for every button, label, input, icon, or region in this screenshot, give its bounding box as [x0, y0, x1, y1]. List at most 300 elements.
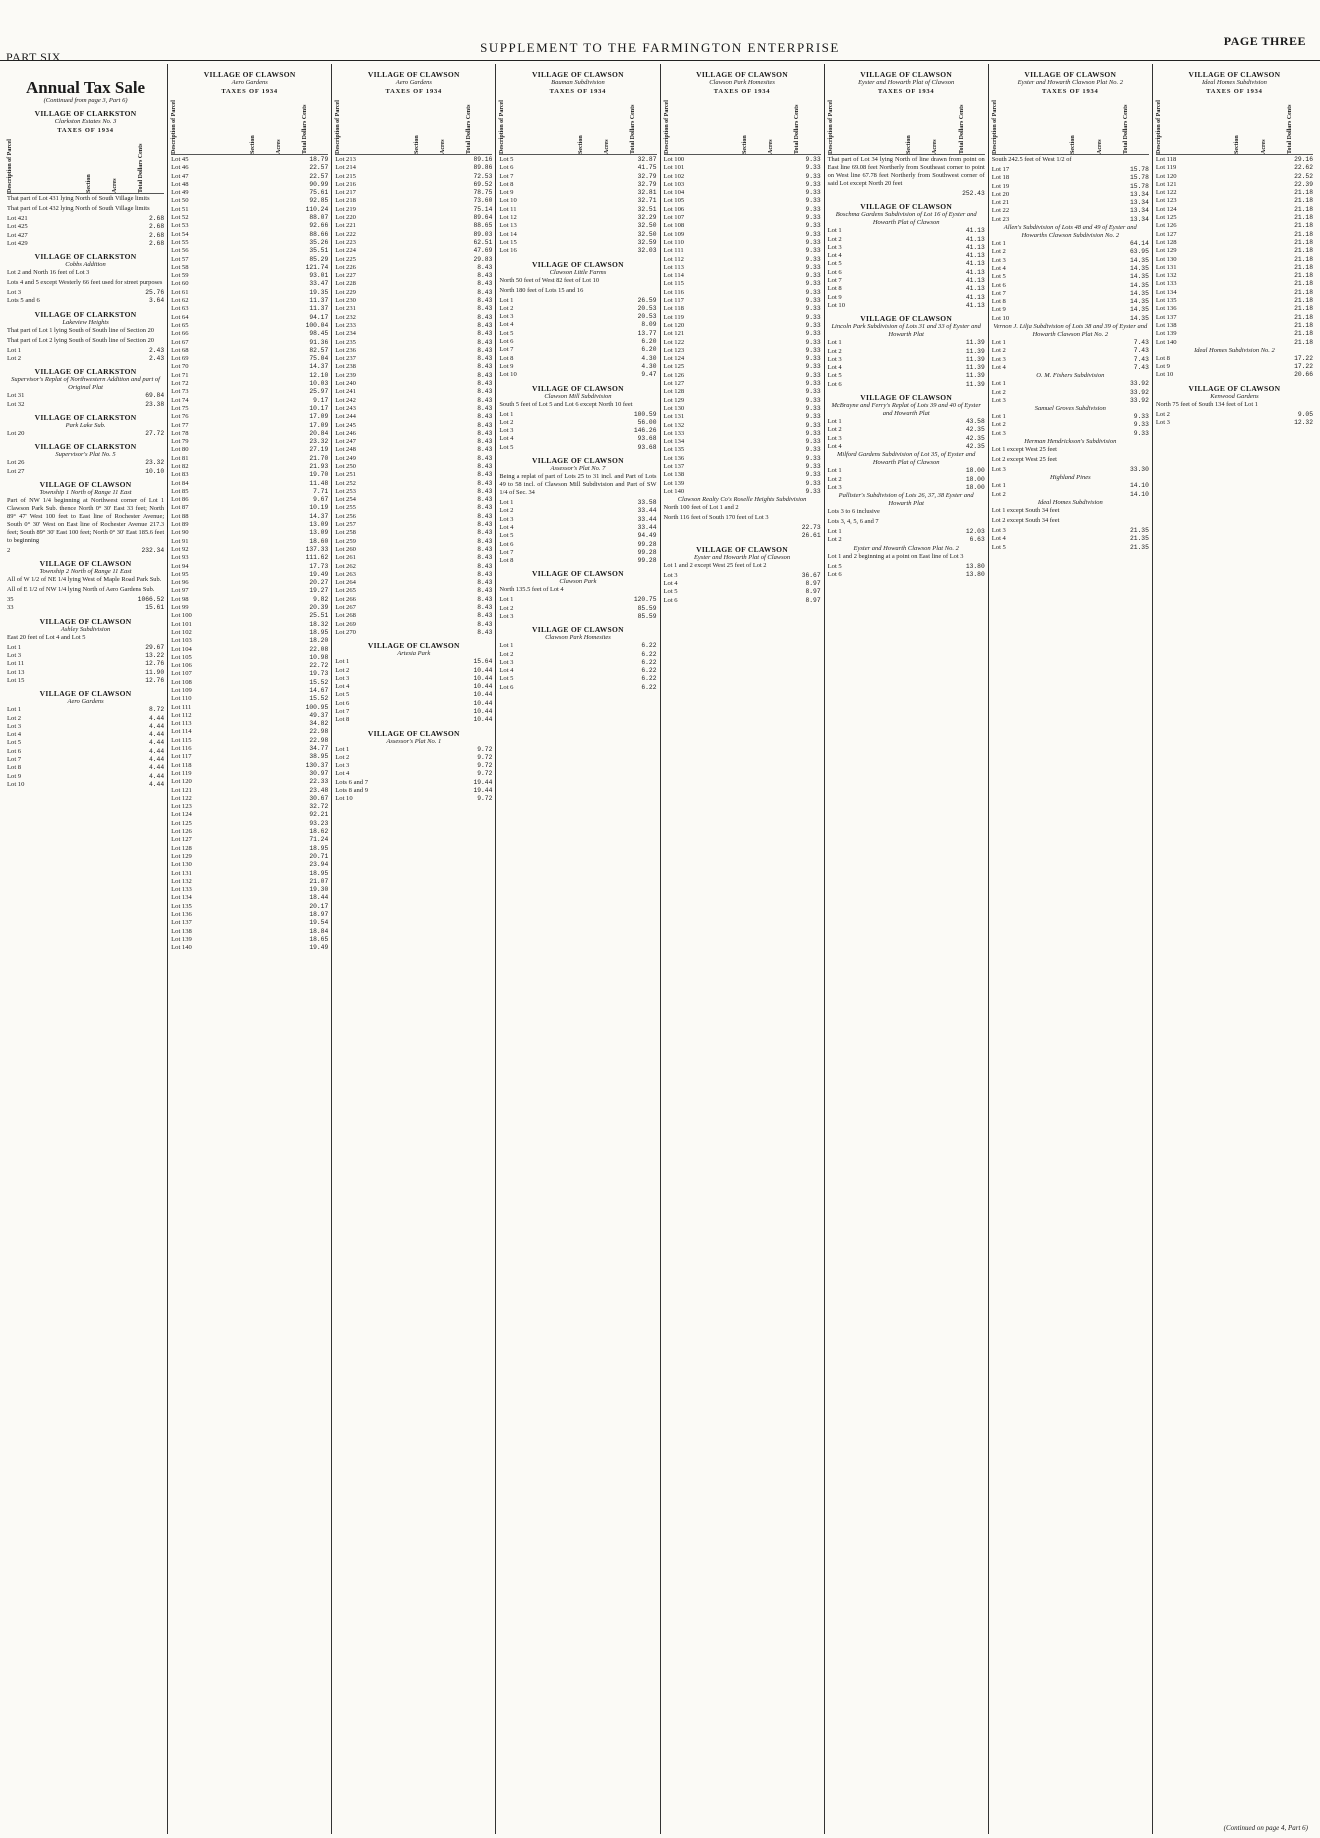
parcel-lot: Lot 118 [171, 761, 192, 769]
parcel-lot: Lot 122 [1155, 189, 1177, 197]
header-total: Total Dollars Cents [958, 104, 965, 154]
parcel-row [664, 405, 821, 413]
parcel-lot: Lot 96 [171, 579, 189, 587]
parcel-row [335, 770, 492, 778]
parcel-description: That part of Lot 34 lying North of line drawn from point on East line 69.08 feet Northerly from Southeast corner to point on West line 67.78 feet Northerly from Southwest corner of said Lot except North 20 feet [827, 156, 985, 187]
parcel-row [499, 371, 656, 379]
parcel-lot: Lot 246 [335, 429, 356, 437]
section-title: VILLAGE OF CLAWSON [532, 569, 624, 579]
tax-column [661, 64, 825, 1834]
parcel-amount: 41.75 [637, 164, 657, 172]
parcel-row [1156, 197, 1313, 205]
parcel-row [1156, 371, 1313, 379]
parcel-row [335, 480, 492, 488]
parcel-row [171, 189, 328, 197]
parcel-lot: Lot 122 [171, 794, 192, 802]
parcel-amount: 9.33 [805, 413, 821, 421]
parcel-description: North 135.5 feet of Lot 4 [499, 586, 564, 594]
parcel-lot: Lot 134 [1155, 288, 1177, 296]
parcel-row [171, 247, 328, 255]
parcel-amount: 9.67 [313, 496, 329, 504]
parcel-amount: 21.18 [1294, 297, 1313, 305]
section-subtitle: Eyster and Howarth Clawson Plat No. 2 [1017, 79, 1123, 86]
parcel-amount: 1066.52 [137, 596, 165, 604]
parcel-amount: 21.18 [1294, 280, 1313, 288]
parcel-amount: 7.71 [313, 487, 329, 495]
header-section: Section [742, 135, 749, 154]
parcel-row [7, 392, 164, 400]
parcel-lot: Lot 113 [171, 720, 192, 728]
parcel-lot: Lot 5 [499, 156, 514, 163]
parcel-lot: Lot 125 [663, 363, 685, 371]
parcel-row [992, 397, 1149, 405]
parcel-lot: Lot 240 [335, 380, 356, 388]
parcel-row [171, 861, 328, 869]
parcel-row [664, 446, 821, 454]
parcel-lot: Lot 82 [171, 462, 189, 470]
parcel-row [171, 853, 328, 861]
parcel-row [7, 604, 164, 612]
parcel-amount: 8.43 [477, 604, 493, 612]
parcel-amount: 32.81 [637, 189, 657, 197]
parcel-row [171, 289, 328, 297]
parcel-lot: Lot 101 [663, 164, 685, 172]
parcel-lot: Lot 3 [1155, 419, 1170, 427]
parcel-row [335, 754, 492, 762]
parcel-lot: Lot 123 [171, 803, 192, 811]
parcel-lot: Lot 5 [499, 532, 514, 540]
parcel-amount: 9.33 [805, 380, 821, 388]
parcel-amount: 7.43 [1133, 339, 1149, 347]
parcel-lot: Lot 6 [499, 164, 514, 172]
parcel-lot: Lot 8 [335, 716, 350, 724]
parcel-row [828, 348, 985, 356]
parcel-amount: 13.09 [309, 529, 329, 537]
parcel-list [992, 466, 1149, 474]
parcel-amount: 41.13 [965, 293, 985, 301]
parcel-description: Lot 1 except South 34 feet [991, 506, 1060, 514]
parcel-amount: 10.44 [473, 674, 493, 682]
parcel-row [335, 762, 492, 770]
parcel-row [664, 239, 821, 247]
parcel-row [335, 206, 492, 214]
section-subtitle: O. M. Fishers Subdivision [1036, 372, 1105, 380]
parcel-lot: Lot 10 [499, 371, 517, 379]
parcel-amount: 9.33 [805, 454, 821, 462]
parcel-lot: Lot 223 [335, 238, 356, 246]
parcel-lot: Lot 127 [1155, 230, 1177, 238]
parcel-lot: Lot 1 [7, 706, 22, 714]
parcel-amount: 9.33 [805, 487, 821, 495]
parcel-amount: 14.35 [1129, 314, 1149, 322]
parcel-amount: 3.64 [149, 297, 165, 305]
parcel-list [992, 240, 1149, 323]
parcel-amount: 21.18 [1294, 263, 1313, 271]
parcel-amount: 7.43 [1133, 347, 1149, 355]
parcel-lot: Lot 6 [499, 540, 514, 548]
parcel-lot: Lot 110 [663, 238, 684, 246]
parcel-amount: 9.33 [805, 238, 821, 246]
parcel-row [171, 222, 328, 230]
parcel-lot: Lot 3 [7, 652, 22, 660]
parcel-row [171, 787, 328, 795]
parcel-amount: 9.33 [805, 222, 821, 230]
parcel-amount: 32.79 [637, 172, 657, 180]
section-subtitle: Aero Gardens [231, 79, 268, 86]
parcel-row [992, 482, 1149, 490]
parcel-lot: Lot 139 [663, 479, 685, 487]
parcel-row [992, 347, 1149, 355]
tax-columns [4, 64, 1316, 1834]
parcel-row [171, 795, 328, 803]
parcel-lot: Lot 8 [1155, 354, 1170, 362]
section-title: VILLAGE OF CLARKSTON [34, 412, 137, 422]
parcel-lot: Lot 59 [171, 272, 189, 280]
parcel-row [171, 828, 328, 836]
parcel-lot: Lot 94 [171, 562, 189, 570]
parcel-amount: 111.62 [305, 554, 329, 562]
parcel-list [335, 658, 492, 724]
parcel-row [335, 629, 492, 637]
parcel-row [171, 704, 328, 712]
parcel-list [664, 156, 821, 496]
parcel-amount: 21.18 [1294, 247, 1313, 255]
parcel-amount: 29.83 [473, 255, 493, 263]
parcel-row [171, 521, 328, 529]
parcel-lot: Lot 136 [171, 911, 192, 919]
tax-column [825, 64, 989, 1834]
parcel-lot: Lot 124 [171, 811, 192, 819]
parcel-lot: Lot 73 [171, 388, 189, 396]
header-section: Section [249, 135, 256, 154]
parcel-row [499, 355, 656, 363]
parcel-lot: Lot 122 [663, 338, 685, 346]
parcel-row [335, 222, 492, 230]
parcel-lot: Lot 248 [335, 446, 356, 454]
parcel-row [171, 695, 328, 703]
parcel-row [664, 264, 821, 272]
parcel-lot: Lot 265 [335, 587, 356, 595]
parcel-amount: 82.57 [309, 346, 329, 354]
parcel-list [1156, 355, 1313, 380]
parcel-amount: 8.43 [477, 628, 493, 636]
parcel-lot: Lot 2 [7, 355, 22, 363]
parcel-lot: Lot 3 [991, 256, 1006, 264]
parcel-lot: Lot 235 [335, 338, 356, 346]
parcel-row [499, 667, 656, 675]
parcel-lot: Lot 8 [827, 285, 842, 293]
parcel-row [335, 621, 492, 629]
parcel-lot: Lot 128 [663, 388, 685, 396]
parcel-amount: 9.33 [805, 164, 821, 172]
parcel-row [992, 466, 1149, 474]
parcel-amount: 10.44 [473, 683, 493, 691]
parcel-lot: Lot 104 [663, 189, 685, 197]
parcel-lot: Lot 20 [7, 429, 25, 437]
parcel-amount: 9.33 [805, 255, 821, 263]
parcel-row [828, 536, 985, 544]
parcel-row [664, 247, 821, 255]
parcel-description: Lot 1 except West 25 feet [991, 446, 1057, 454]
parcel-row [171, 878, 328, 886]
parcel-lot: Lot 236 [335, 346, 356, 354]
parcel-row [171, 679, 328, 687]
parcel-row [1156, 280, 1313, 288]
parcel-amount: 27.72 [145, 429, 165, 437]
parcel-amount: 9.33 [805, 429, 821, 437]
parcel-row [499, 164, 656, 172]
parcel-row [171, 604, 328, 612]
parcel-row [499, 557, 656, 565]
parcel-row [171, 770, 328, 778]
parcel-row [171, 231, 328, 239]
parcel-lot: Lot 255 [335, 504, 356, 512]
header-section: Section [577, 135, 584, 154]
parcel-row [171, 554, 328, 562]
parcel-lot: Lot 135 [171, 902, 192, 910]
parcel-amount: 19.35 [309, 288, 329, 296]
parcel-amount: 21.18 [1294, 305, 1313, 313]
parcel-row [335, 272, 492, 280]
parcel-lot: Lot 8 [7, 764, 22, 772]
parcel-amount: 9.33 [805, 247, 821, 255]
parcel-lot: Lot 86 [171, 496, 189, 504]
parcel-amount: 10.44 [473, 708, 493, 715]
parcel-row [335, 455, 492, 463]
parcel-amount: 4.44 [149, 731, 165, 739]
taxes-label: TAXES OF 1934 [57, 127, 114, 134]
parcel-description: That part of Lot 431 lying North of South Village limits [7, 195, 150, 202]
parcel-row [1156, 411, 1313, 419]
parcel-lot: Lot 2 [991, 490, 1006, 498]
parcel-amount: 22.98 [309, 736, 329, 744]
section-title: VILLAGE OF CLAWSON [367, 641, 460, 651]
parcel-amount: 8.43 [477, 587, 493, 595]
supplement-title: SUPPLEMENT TO THE FARMINGTON ENTERPRISE [480, 40, 840, 55]
parcel-row [171, 256, 328, 264]
parcel-amount: 2.43 [149, 346, 165, 354]
parcel-lot: Lot 56 [171, 247, 189, 255]
parcel-lot: Lot 76 [171, 413, 189, 421]
parcel-row [992, 257, 1149, 265]
parcel-row [7, 240, 164, 248]
parcel-list [664, 524, 821, 541]
parcel-list [992, 380, 1149, 405]
parcel-lot: Lot 1 [827, 339, 842, 347]
masthead-rule [0, 60, 1320, 61]
parcel-lot: Lot 23 [991, 215, 1010, 223]
parcel-row [335, 422, 492, 430]
parcel-row [664, 214, 821, 222]
parcel-row [171, 380, 328, 388]
parcel-row [664, 289, 821, 297]
parcel-amount: 4.44 [149, 747, 165, 755]
parcel-row [664, 297, 821, 305]
parcel-row [335, 675, 492, 683]
parcel-amount: 10.03 [309, 380, 329, 388]
parcel-amount: 20.53 [637, 304, 657, 312]
parcel-amount: 9.33 [1133, 421, 1149, 429]
parcel-row [828, 476, 985, 484]
parcel-row [664, 380, 821, 388]
header-description: Description of Parcel [991, 100, 998, 154]
parcel-amount: 32.50 [637, 222, 657, 230]
parcel-amount: 8.43 [477, 429, 493, 437]
parcel-amount: 8.43 [477, 380, 493, 388]
parcel-amount: 14.10 [1129, 482, 1149, 490]
parcel-lot: Lot 1 [827, 528, 842, 536]
page-label: PAGE THREE [1223, 34, 1306, 48]
parcel-list [1156, 156, 1313, 347]
parcel-row [7, 652, 164, 660]
parcel-amount: 21.35 [1129, 543, 1149, 551]
section-subtitle: Clawson Park [559, 578, 597, 586]
parcel-lot: Lot 6 [827, 380, 842, 388]
parcel-row [335, 372, 492, 380]
parcel-lot: Lot 244 [335, 413, 356, 421]
parcel-lot: Lot 222 [335, 230, 356, 238]
tax-column [496, 64, 660, 1834]
taxes-label: TAXES OF 1934 [1041, 88, 1099, 95]
parcel-lot: Lot 119 [1155, 164, 1177, 172]
parcel-row [992, 544, 1149, 552]
parcel-amount: 92.66 [309, 222, 329, 230]
parcel-lot: Lot 113 [663, 263, 684, 271]
parcel-amount: 18.20 [309, 637, 329, 645]
taxes-label: TAXES OF 1934 [221, 88, 278, 95]
parcel-list [499, 411, 656, 452]
parcel-amount: 8.72 [149, 706, 165, 714]
parcel-lot: Lot 3 [663, 571, 678, 579]
parcel-lot: Lot 1 [499, 499, 514, 507]
parcel-lot: Lot 19 [991, 182, 1010, 190]
parcel-amount: 89.16 [473, 156, 493, 163]
parcel-lot: Lot 139 [171, 935, 192, 943]
parcel-row [499, 532, 656, 540]
parcel-row [335, 700, 492, 708]
parcel-row [171, 363, 328, 371]
parcel-lot: Lot 62 [171, 297, 189, 305]
parcel-lot: Lot 125 [171, 819, 192, 827]
parcel-amount: 146.26 [633, 427, 657, 435]
parcel-lot: Lot 136 [1155, 305, 1177, 313]
parcel-lot: Lot 134 [171, 894, 192, 902]
section-subtitle: Aero Gardens [67, 698, 104, 706]
parcel-lot: Lot 91 [171, 537, 189, 545]
parcel-lot: Lot 98 [171, 595, 189, 603]
parcel-lot: Lot 12 [499, 214, 517, 222]
parcel-lot: Lot 249 [335, 454, 356, 462]
parcel-lot: Lot 4 [827, 442, 842, 450]
parcel-row [335, 716, 492, 724]
parcel-amount: 9.33 [805, 446, 821, 454]
section-subtitle: Park Lake Sub. [65, 421, 106, 429]
section-subtitle: Supervisor's Plat No. 5 [55, 451, 116, 459]
parcel-lot: Lot 49 [171, 189, 189, 197]
parcel-row [664, 588, 821, 596]
parcel-amount: 9.33 [805, 421, 821, 429]
parcel-lot: Lot 118 [1155, 156, 1177, 163]
parcel-amount: 9.47 [641, 371, 657, 379]
parcel-amount: 8.43 [477, 496, 493, 504]
parcel-lot: Lot 103 [663, 180, 685, 188]
parcel-lot: Lot 138 [171, 927, 192, 935]
parcel-amount: 21.18 [1294, 338, 1313, 346]
header-acres: Acres [604, 139, 611, 154]
parcel-amount: 137.33 [305, 545, 329, 553]
parcel-row [335, 691, 492, 699]
parcel-lot: Lot 2 [499, 304, 514, 312]
parcel-row [171, 637, 328, 645]
parcel-amount: 4.44 [149, 714, 165, 722]
parcel-description: That part of Lot 2 lying South of South line of Section 20 [7, 336, 154, 344]
parcel-amount: 8.43 [477, 545, 493, 553]
parcel-lot: Lot 61 [171, 288, 189, 296]
part-label: PART SIX [6, 50, 61, 64]
parcel-lot: Lot 126 [663, 371, 685, 379]
parcel-row [499, 411, 656, 419]
parcel-amount: 9.72 [477, 762, 493, 770]
section-title: VILLAGE OF CLAWSON [39, 479, 132, 489]
parcel-lot: Lot 128 [171, 844, 192, 852]
parcel-amount: 98.45 [309, 330, 329, 338]
parcel-amount: 12.03 [965, 528, 985, 536]
parcel-lot: Lot 13 [499, 222, 517, 230]
parcel-row [171, 928, 328, 936]
parcel-lot: Lot 114 [663, 272, 684, 280]
parcel-amount: 8.43 [477, 529, 493, 537]
parcel-row [171, 239, 328, 247]
parcel-amount: 8.43 [477, 338, 493, 346]
parcel-row [1156, 305, 1313, 313]
parcel-amount: 20.84 [309, 429, 329, 437]
header-acres: Acres [111, 178, 118, 193]
parcel-row [171, 563, 328, 571]
column-header-row [992, 98, 1149, 155]
parcel-lot: Lot 32 [7, 400, 25, 408]
parcel-row [171, 737, 328, 745]
parcel-row [171, 480, 328, 488]
parcel-lot: Lot 4 [335, 770, 350, 778]
parcel-amount: 15.78 [1129, 174, 1149, 182]
parcel-amount: 6.22 [641, 675, 657, 683]
section-subtitle: Township 2 North of Range 11 East [39, 568, 132, 576]
parcel-row [171, 504, 328, 512]
parcel-row [335, 554, 492, 562]
parcel-amount: 8.43 [477, 479, 493, 487]
parcel-row [335, 504, 492, 512]
parcel-lot: Lot 270 [335, 628, 356, 636]
parcel-row [335, 413, 492, 421]
parcel-lot: Lot 9 [1155, 363, 1170, 371]
parcel-amount: 8.43 [477, 272, 493, 280]
parcel-amount: 11.39 [965, 380, 985, 388]
parcel-amount: 19.49 [309, 570, 329, 578]
parcel-amount: 19.49 [309, 944, 329, 952]
header-acres: Acres [932, 139, 939, 154]
parcel-lot: Lot 2 [499, 650, 514, 658]
parcel-amount: 32.51 [637, 205, 657, 213]
parcel-amount: 33.30 [1129, 466, 1149, 474]
parcel-amount: 93.01 [309, 272, 329, 280]
header-description: Description of Parcel [335, 100, 342, 154]
parcel-lot: Lot 52 [171, 214, 189, 222]
header-acres: Acres [768, 139, 775, 154]
parcel-row [171, 654, 328, 662]
parcel-amount: 49.37 [309, 711, 329, 719]
tax-column [168, 64, 332, 1834]
parcel-amount: 18.65 [309, 935, 329, 943]
